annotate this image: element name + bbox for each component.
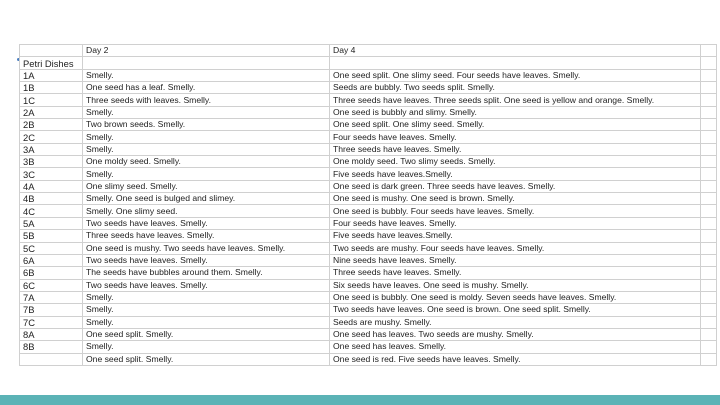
table-row <box>20 69 717 81</box>
day4-cell[interactable]: Three seeds have leaves. Smelly. <box>330 143 701 155</box>
row-label-cell[interactable]: 3B <box>20 156 83 168</box>
day2-cell[interactable]: Smelly. <box>83 143 330 155</box>
day4-cell[interactable]: One seed has leaves. Smelly. <box>330 341 701 353</box>
row-label-cell[interactable]: 3A <box>20 143 83 155</box>
day2-cell[interactable]: Smelly. <box>83 106 330 118</box>
day4-cell[interactable] <box>330 57 701 69</box>
day4-cell[interactable]: Two seeds are mushy. Four seeds have leaves. Smelly. <box>330 242 701 254</box>
row-label-cell[interactable]: 8A <box>20 328 83 340</box>
day2-cell[interactable]: Smelly. <box>83 291 330 303</box>
table-row <box>20 94 717 106</box>
empty-cell[interactable] <box>701 82 717 94</box>
bottom-accent-bar <box>0 395 720 405</box>
day4-cell[interactable]: One seed is dark green. Three seeds have leaves. Smelly. <box>330 180 701 192</box>
empty-cell[interactable] <box>701 193 717 205</box>
row-label-cell[interactable]: 5A <box>20 217 83 229</box>
row-label-cell[interactable]: 2C <box>20 131 83 143</box>
day2-cell[interactable]: Smelly. <box>83 304 330 316</box>
empty-cell[interactable] <box>701 230 717 242</box>
day4-cell[interactable]: One seed is red. Five seeds have leaves. Smelly. <box>330 353 701 365</box>
empty-cell[interactable] <box>701 353 717 365</box>
day4-cell[interactable]: One seed split. One slimy seed. Smelly. <box>330 119 701 131</box>
table-row <box>20 353 717 365</box>
empty-cell[interactable] <box>701 69 717 81</box>
empty-cell[interactable] <box>701 119 717 131</box>
day4-cell[interactable]: Six seeds have leaves. One seed is mushy. Smelly. <box>330 279 701 291</box>
row-label-cell[interactable] <box>20 45 83 57</box>
day4-cell[interactable]: Seeds are bubbly. Two seeds split. Smelly. <box>330 82 701 94</box>
table-row <box>20 230 717 242</box>
row-label-cell[interactable]: 4C <box>20 205 83 217</box>
day2-cell[interactable]: Smelly. <box>83 69 330 81</box>
row-label-cell[interactable]: 1A <box>20 69 83 81</box>
day4-cell[interactable]: One seed is bubbly and slimy. Smelly. <box>330 106 701 118</box>
day4-cell[interactable]: Nine seeds have leaves. Smelly. <box>330 254 701 266</box>
empty-cell[interactable] <box>701 45 717 57</box>
empty-cell[interactable] <box>701 316 717 328</box>
empty-cell[interactable] <box>701 168 717 180</box>
day2-cell[interactable]: Smelly. One slimy seed. <box>83 205 330 217</box>
table-row <box>20 193 717 205</box>
day4-cell[interactable]: One seed is bubbly. Four seeds have leaves. Smelly. <box>330 205 701 217</box>
day4-cell[interactable]: Four seeds have leaves. Smelly. <box>330 131 701 143</box>
table-row <box>20 279 717 291</box>
table-row <box>20 341 717 353</box>
row-label-cell[interactable]: 7A <box>20 291 83 303</box>
day2-cell[interactable]: Day 2 <box>83 45 330 57</box>
day2-cell[interactable]: Smelly. One seed is bulged and slimey. <box>83 193 330 205</box>
empty-cell[interactable] <box>701 279 717 291</box>
empty-cell[interactable] <box>701 217 717 229</box>
row-label-cell[interactable]: 6B <box>20 267 83 279</box>
table-row <box>20 57 717 69</box>
day2-cell[interactable]: Three seeds have leaves. Smelly. <box>83 230 330 242</box>
day2-cell[interactable]: Two brown seeds. Smelly. <box>83 119 330 131</box>
row-label-cell[interactable]: 2A <box>20 106 83 118</box>
row-label-cell[interactable]: 1B <box>20 82 83 94</box>
empty-cell[interactable] <box>701 143 717 155</box>
table-row <box>20 131 717 143</box>
empty-cell[interactable] <box>701 291 717 303</box>
day2-cell[interactable] <box>83 57 330 69</box>
empty-cell[interactable] <box>701 57 717 69</box>
day4-cell[interactable]: One moldy seed. Two slimy seeds. Smelly. <box>330 156 701 168</box>
empty-cell[interactable] <box>701 94 717 106</box>
day2-cell[interactable]: Two seeds have leaves. Smelly. <box>83 254 330 266</box>
day4-cell[interactable]: Two seeds have leaves. One seed is brown. One seed split. Smelly. <box>330 304 701 316</box>
row-label-cell[interactable]: 6C <box>20 279 83 291</box>
row-label-cell[interactable]: 7C <box>20 316 83 328</box>
table-row <box>20 156 717 168</box>
empty-cell[interactable] <box>701 242 717 254</box>
data-table <box>19 44 717 366</box>
day4-cell[interactable]: One seed is bubbly. One seed is moldy. Seven seeds have leaves. Smelly. <box>330 291 701 303</box>
row-label-cell[interactable]: 7B <box>20 304 83 316</box>
empty-cell[interactable] <box>701 205 717 217</box>
table-row <box>20 143 717 155</box>
empty-cell[interactable] <box>701 180 717 192</box>
empty-cell[interactable] <box>701 131 717 143</box>
day4-cell[interactable]: Five seeds have leaves.Smelly. <box>330 168 701 180</box>
empty-cell[interactable] <box>701 156 717 168</box>
table-row <box>20 304 717 316</box>
table-row <box>20 217 717 229</box>
day2-cell[interactable]: The seeds have bubbles around them. Smelly. <box>83 267 330 279</box>
day2-cell[interactable]: One seed is mushy. Two seeds have leaves. Smelly. <box>83 242 330 254</box>
row-label-cell[interactable]: 5B <box>20 230 83 242</box>
table-row <box>20 242 717 254</box>
day2-cell[interactable]: One slimy seed. Smelly. <box>83 180 330 192</box>
table-row <box>20 106 717 118</box>
day2-cell[interactable]: One moldy seed. Smelly. <box>83 156 330 168</box>
table-row <box>20 82 717 94</box>
row-label-cell[interactable]: 5C <box>20 242 83 254</box>
row-label-cell[interactable]: 6A <box>20 254 83 266</box>
row-label-cell[interactable]: 1C <box>20 94 83 106</box>
row-label-cell[interactable]: 2B <box>20 119 83 131</box>
day2-cell[interactable]: Smelly. <box>83 341 330 353</box>
day2-cell[interactable]: Three seeds with leaves. Smelly. <box>83 94 330 106</box>
row-label-cell[interactable]: 4A <box>20 180 83 192</box>
empty-cell[interactable] <box>701 328 717 340</box>
day4-cell[interactable]: One seed has leaves. Two seeds are mushy. Smelly. <box>330 328 701 340</box>
day4-cell[interactable]: One seed split. One slimy seed. Four seeds have leaves. Smelly. <box>330 69 701 81</box>
empty-cell[interactable] <box>701 254 717 266</box>
row-label-cell[interactable]: Petri Dishes <box>20 57 83 69</box>
day4-cell[interactable]: Four seeds have leaves. Smelly. <box>330 217 701 229</box>
table-header-row <box>20 45 717 57</box>
table-row <box>20 267 717 279</box>
day4-cell[interactable]: Day 4 <box>330 45 701 57</box>
empty-cell[interactable] <box>701 267 717 279</box>
table-row <box>20 205 717 217</box>
table-row <box>20 291 717 303</box>
empty-cell[interactable] <box>701 304 717 316</box>
day4-cell[interactable]: Three seeds have leaves. Three seeds split. One seed is yellow and orange. Smelly. <box>330 94 701 106</box>
empty-cell[interactable] <box>701 106 717 118</box>
day2-cell[interactable]: Two seeds have leaves. Smelly. <box>83 217 330 229</box>
day2-cell[interactable]: Smelly. <box>83 131 330 143</box>
day2-cell[interactable]: Two seeds have leaves. Smelly. <box>83 279 330 291</box>
row-label-cell[interactable]: 8B <box>20 341 83 353</box>
day2-cell[interactable]: One seed split. Smelly. <box>83 353 330 365</box>
table-row <box>20 119 717 131</box>
day4-cell[interactable]: Three seeds have leaves. Smelly. <box>330 267 701 279</box>
day2-cell[interactable]: Smelly. <box>83 316 330 328</box>
row-label-cell[interactable] <box>20 353 83 365</box>
table-row <box>20 254 717 266</box>
row-label-cell[interactable]: 3C <box>20 168 83 180</box>
day2-cell[interactable]: One seed has a leaf. Smelly. <box>83 82 330 94</box>
table-row <box>20 168 717 180</box>
day4-cell[interactable]: Seeds are mushy. Smelly. <box>330 316 701 328</box>
day4-cell[interactable]: Five seeds have leaves.Smelly. <box>330 230 701 242</box>
day4-cell[interactable]: One seed is mushy. One seed is brown. Smelly. <box>330 193 701 205</box>
day2-cell[interactable]: Smelly. <box>83 168 330 180</box>
empty-cell[interactable] <box>701 341 717 353</box>
row-label-cell[interactable]: 4B <box>20 193 83 205</box>
table-row <box>20 316 717 328</box>
day2-cell[interactable]: One seed split. Smelly. <box>83 328 330 340</box>
table-row <box>20 180 717 192</box>
table-row <box>20 328 717 340</box>
